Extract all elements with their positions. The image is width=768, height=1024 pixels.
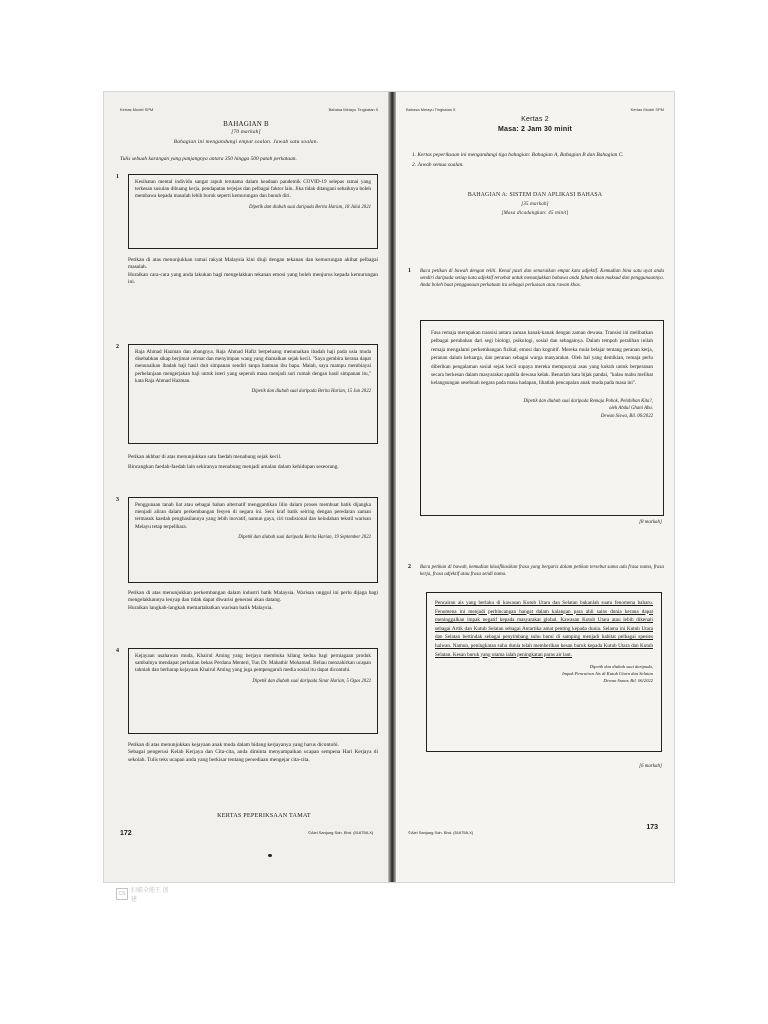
left-header-right: Bahasa Melayu Tingkatan 5 [328,107,378,112]
right-section-title: BAHAGIAN A: SISTEM DAN APLIKASI BAHASA [467,192,603,198]
q1-instruction: Baca petikan di bawah dengan teliti. Kenal pasti dan senaraikan empat kata adjektif. Kemudian bina satu ayat anda sendiri daripada setiap kata adjektif tersebut untuk menunjukkan bahawa anda faham akan maksud dan penggunaannya. Anda boleh buat penggunaan perkataan itu sebagai perluasan atau rawan khas. [420,269,664,288]
right-section-marks: [35 markah] [521,202,549,207]
book-gutter [388,92,396,882]
right-page [396,92,674,882]
q2-marks: [6 markah] [639,764,662,769]
source-line: Dipetik dan diubah suai daripada, [589,664,653,670]
question-4-passage-box [128,648,378,734]
source-line: Dewan Siswa, Bil. 06/2022 [600,414,653,420]
question-3-passage-box [128,497,378,583]
right-publisher: ©Aiel Sanjung Sdn. Bhd. (516758-X) [408,830,474,835]
right-page-number: 173 [646,824,658,831]
question-number: 2 [116,344,119,350]
right-header-right: Kertas Model SPM [630,107,664,112]
right-section-time: [Masa dicadangkan: 45 minit] [501,211,569,216]
scanner-logo-icon: CS [116,888,128,900]
question-number: 1 [116,174,119,180]
left-page [104,92,388,882]
passage-text: Kejayaan usahawan muda, Khairul Aming yang berjaya membuka kilang kedua bagi perniagaan produk sambalnya mendapat perhatian bekas Perdana Menteri, Tun Dr. Mahathir Mohamad. Beliau menzahirkan ucapan tahniah dan berharap kejayaan Khairul Aming yang juga pempengaruh media sosial itu dapat dicontohi. [135,653,371,674]
passage-text: Penggunaan tanah liat atau sebagai bahan alternatif menggantikan lilin dalam proses membuat batik dijangka menjadi aliran dalam perkembangan fesyen di negara ini. Seni kraf batik seiring dengan peredaran zaman termasuk kaedah penghasilannya yang lebih inovatif, namun gaya, ciri tradisional dan keindahan tekstil warisan Melayu tetap terpelihara. [135,502,371,530]
source-line: Impak Pencairan Ais di Kutub Utara dan Selatan [562,671,653,677]
left-page-number: 172 [120,830,132,837]
end-of-paper: KERTAS PEPERIKSAAN TAMAT [217,812,311,819]
passage-source [431,398,653,421]
passage-text: Pencairan ais yang berlaku di kawasan Kutub Utara dan Selatan bukanlah suatu fenomena baharu. Fenomena ini menjadi perbincangan hangat dalam kalangan para ahli sains dunia kerana dapat meninggalkan impak negatif kepada masyarakat global. Kawasan Kutub Utara atau lebih dikenali sebagai Artik dan Kutub Selatan sebagai Antartika amat penting kepada dunia. Selama ini Kutub Utara dan Selatan bertindak sebagai penyimbang suhu bumi di samping menjadi habitat pelbagai spesies haiwan. Namun, peningkatan suhu dunia telah memberikan kesan buruk kepada Kutub Utara dan Kutub Selatan. Kesan buruk yang utama ialah peningkatan paras air laut. [435,600,653,658]
passage-source: Dipetik dan diubah suai daripada Berita Harian, 15 Jun 2022 [251,389,371,395]
scanner-watermark [116,888,174,903]
passage-source: Dipetik dan diubah suai daripada Sinar Harian, 5 Ogos 2022 [252,678,371,684]
source-line: Dipetik dan diubah suai daripada Remaja Pohok, Pelabihan Kita?, [523,398,653,404]
passage-source [435,663,653,684]
left-task-instruction: Tulis sebuah karangan yang panjangnya antara 350 hingga 500 patah perkataan. [120,156,297,162]
question-2-passage-box [128,344,378,444]
paper-duration: Masa: 2 Jam 30 minit [497,126,573,133]
passage-text: Fasa remaja merupakan transisi antara zaman kanak-kanak dengan zaman dewasa. Transisi ini melibatkan pelbagai perubahan dari segi biologi, psikologi, sosial dan sebagainya. Dalam tempoh peralihan inilah remaja mengalami perkembangan fizikal, emosi dan kognitif. Mereka mula belajar tentang peranan kerja, peranan dalam keluarga, dan peranan sebagai warga masyarakat. Oleh hal yang demikian, remaja perlu diberikan pengalaman sosial sejak kecil supaya mereka mempunyai asas yang kukuh untuk berperanan secara berkesan dalam masyarakat apabila dewasa kelak. Benarlah kata bijak pandai, "kalau mahu melihat kelangsungan sesebuah negara pada masa hadapan, lihatlah pencapaian anak muda pada masa ini". [431,330,653,387]
watermark-text: 扫描全能王 创建 [130,888,169,903]
q2-instruction: Baca petikan di bawah, kemudian klasifikasikan frasa yang bergaris dalam petikan tersebut sama ada frasa nama, frasa kerja, frasa adjektif atau frasa sendi nama. [420,565,664,577]
paper-instruction: 2. Jawab semua soalan. [412,162,464,168]
paper-title: Kertas 2 [521,116,549,123]
left-header-left: Kertas Model SPM [120,107,154,112]
question-number: 1 [408,268,411,274]
left-publisher: ©Aiel Sanjung Sdn. Bhd. (516758-X) [308,830,374,835]
question-number: 3 [116,497,119,503]
question-number: 4 [116,648,119,654]
book-spread [104,92,674,882]
q1-passage-box [420,320,664,516]
question-4-prompt: Petikan di atas menunjukkan kejayaan anak muda dalam bidang kerjayanya yang harus dicontohi. Sebagai pengerusi Kelab Kerjaya dan Cita-cita, anda diminta menyampaikan ucapan sempena Hari Kerjaya di sekolah. Tulis teks ucapan anda yang berkisar tentang persediaan mengejar cita-cita. [128,742,378,763]
q2-passage-box [426,592,662,752]
right-header-left: Bahasa Melayu Tingkatan 5 [406,107,456,112]
left-section-marks: [70 markah] [231,129,261,135]
passage-text: Raja Ahmad Hazman dan abangnya, Raja Ahmad Hafiz berpeluang menunaikan ibadah haji pada usia muda disebabkan sikap berjimat cermat dan menyimpan wang yang diamalkan sejak kecil. "Saya gembira kerana dapat menunaikan ibadah haji hasil duit simpanan sendiri tanpa bantuan ibu bapa. Malah, saya mampu membiayai perbelanjaan mengerjakan haji untuk isteri yang seperuh masa menjadi suri rumah dengan hasil simpanan itu," kata Raja Ahmad Hazman. [135,349,371,384]
passage-text: Kesihatan mental individu sangat rapuh terutama dalam keadaan pandemik COVID-19 selepas ramai yang terkesan susulan dibuang kerja, pendapatan terjejas dan pelbagai faktor lain. Jika tidak ditangani sebaiknya boleh membawa kepada masalah lebih buruk seperti kemurungan dan bunuh diri. [135,179,371,200]
binding-mark [268,854,272,857]
question-1-prompt: Petikan di atas menunjukkan ramai rakyat Malaysia kini diuji dengan tekanan dan kemurungan akibat pelbagai masalah. Huraikan cara-cara yang anda lakukan bagi mengelakkan tekanan emosi yang boleh menjurus kepada kemurungan ini. [128,257,378,286]
source-line: Dewan Sonar, Bil. 06/2022 [603,678,653,684]
source-line: oleh Abdul Ghani Abu. [608,406,653,412]
paper-instruction: 1. Kertas peperiksaan ini mengandungi tiga bahagian: Bahagian A, Bahagian B dan Bahagian C. [412,152,624,158]
left-section-title: BAHAGIAN B [223,120,269,128]
passage-source: Dipetik dan diubah suai daripada Berita Harian, 18 Julai 2021 [248,204,371,210]
question-2-prompt: Petikan akhbar di atas menunjukkan satu faedah menabung sejak kecil. Bincangkan faedah-faedah lain sekiranya menabung menjadi amalan dalam kehidupan seseorang. [128,454,339,470]
passage-source: Dipetik dan diubah suai daripada Berita Harian, 19 September 2022 [238,534,371,540]
q1-marks: [8 markah] [639,520,662,525]
left-section-instruction: Bahagian ini mengandungi empat soalan. Jawab satu soalan. [173,139,319,145]
question-3-prompt: Petikan di atas menunjukkan perkembangan dalam industri batik Malaysia. Warisan unggul ini perlu dijaga bagi mengelakkannya lenyap dan tidak dapat diwarisi generasi akan datang. Huraikan langkah-langkah memartabatkan warisan batik Malaysia. [128,590,378,611]
question-number: 2 [408,564,411,570]
question-1-passage-box [128,174,378,249]
